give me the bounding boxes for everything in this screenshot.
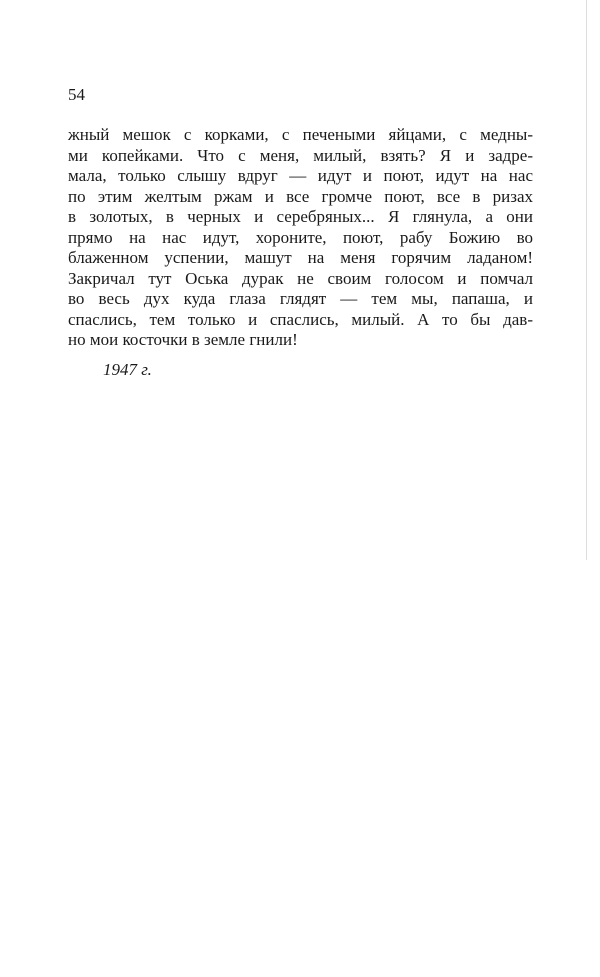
scan-edge-line [586, 0, 587, 560]
body-text [68, 125, 533, 351]
text-line: в золотых, в черных и серебряных... Я глянула, а они [68, 207, 533, 226]
text-line: Закричал тут Оська дурак не своим голосом и помчал [68, 268, 533, 288]
text-line: по этим желтым ржам и все громче поют, все в ризах [68, 186, 533, 206]
text-line: жный мешок с корками, с печеными яйцами, с медны- [68, 125, 533, 144]
text-line: но мои косточки в земле гнили! [68, 330, 298, 349]
date-signature: 1947 г. [103, 360, 152, 379]
page-number: 54 [68, 85, 85, 104]
text-line: во весь дух куда глаза глядят — тем мы, папаша, и [68, 289, 533, 308]
text-line: блаженном успении, машут на меня горячим ладаном! [68, 248, 533, 267]
text-line: мала, только слышу вдруг — идут и поют, идут на нас [68, 166, 533, 185]
text-line: прямо на нас идут, хороните, поют, рабу Божию во [68, 227, 533, 247]
text-line: спаслись, тем только и спаслись, милый. А то бы дав- [68, 309, 533, 329]
text-line: ми копейками. Что с меня, милый, взять? Я и задре- [68, 145, 533, 165]
